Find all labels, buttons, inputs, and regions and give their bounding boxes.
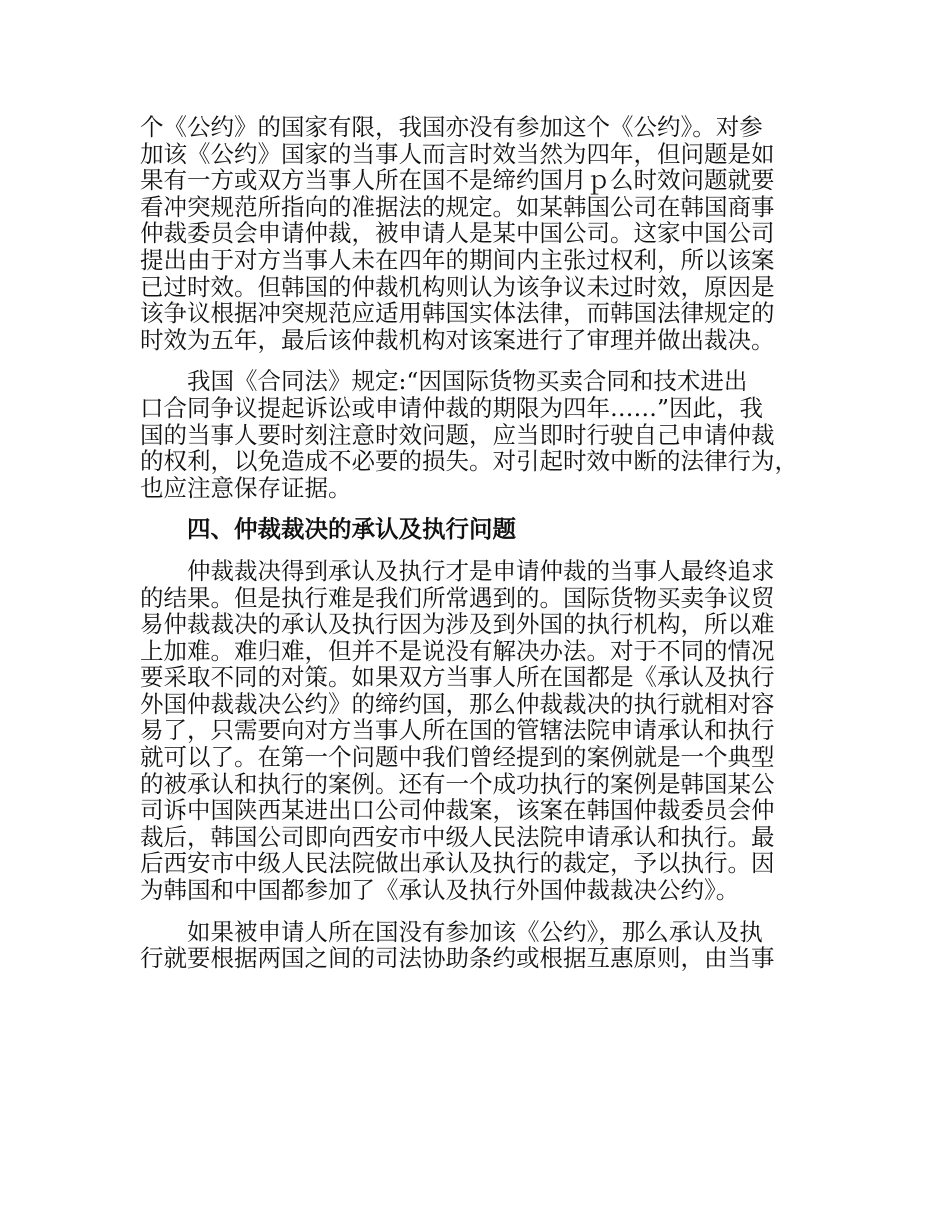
text-line: 裁后，韩国公司即向西安市中级人民法院申请承认和执行。最	[140, 822, 775, 851]
text-line: 提出由于对方当事人未在四年的期间内主张过权利，所以该案	[140, 245, 775, 274]
paragraph-recognition-enforcement	[140, 558, 820, 904]
text-line: 易了，只需要向对方当事人所在国的管辖法院申请承认和执行	[140, 716, 775, 745]
text-line: 外国仲裁裁决公约》的缔约国，那么仲裁裁决的执行就相对容	[140, 689, 775, 718]
text-line: 的权利，以免造成不必要的损失。对引起时效中断的法律行为，	[140, 447, 798, 476]
text-line: 口合同争议提起诉讼或申请仲裁的期限为四年……”因此，我	[140, 393, 764, 422]
text-line: 时效为五年，最后该仲裁机构对该案进行了审理并做出裁决。	[140, 325, 775, 354]
text-line: 要采取不同的对策。如果双方当事人所在国都是《承认及执行	[140, 663, 775, 692]
text-line: 的结果。但是执行难是我们所常遇到的。国际货物买卖争议贸	[140, 583, 775, 612]
text-line: 我国《合同法》规定:“因国际货物买卖合同和技术进出	[187, 367, 748, 396]
text-line: 易仲裁裁决的承认及执行因为涉及到外国的执行机构，所以难	[140, 610, 775, 639]
text-line: 看冲突规范所指向的准据法的规定。如某韩国公司在韩国商事	[140, 192, 775, 221]
paragraph-spacer	[140, 904, 820, 919]
text-line: 加该《公约》国家的当事人而言时效当然为四年，但问题是如	[140, 139, 775, 168]
text-line: 个《公约》的国家有限，我国亦没有参加这个《公约》。对参	[140, 113, 763, 141]
paragraph-statute-of-limitations-case	[140, 114, 820, 353]
paragraph-spacer	[140, 501, 820, 516]
text-line: 后西安市中级人民法院做出承认及执行的裁定，予以执行。因	[140, 849, 775, 878]
text-line: 仲裁委员会申请仲裁，被申请人是某中国公司。这家中国公司	[140, 219, 775, 248]
document-page	[140, 114, 820, 972]
text-line: 为韩国和中国都参加了《承认及执行外国仲裁裁决公约》。	[140, 876, 740, 905]
text-line: 已过时效。但韩国的仲裁机构则认为该争议未过时效，原因是	[140, 272, 775, 301]
text-line: 也应注意保存证据。	[140, 473, 352, 502]
paragraph-non-member-state	[140, 919, 820, 972]
paragraph-contract-law	[140, 368, 820, 501]
section-heading-text: 四、仲裁裁决的承认及执行问题	[187, 515, 516, 544]
text-line: 国的当事人要时刻注意时效问题，应当即时行驶自己申请仲裁	[140, 420, 775, 449]
text-line: 上加难。难归难，但并不是说没有解决办法。对于不同的情况	[140, 636, 775, 665]
text-line: 果有一方或双方当事人所在国不是缔约国月ｐ么时效问题就要	[140, 166, 775, 195]
section-heading	[140, 516, 820, 543]
text-line: 仲裁裁决得到承认及执行才是申请仲裁的当事人最终追求	[187, 556, 775, 585]
paragraph-spacer	[140, 543, 820, 558]
text-line: 就可以了。在第一个问题中我们曾经提到的案例就是一个典型	[140, 743, 775, 772]
paragraph-spacer	[140, 353, 820, 368]
text-line: 的被承认和执行的案例。还有一个成功执行的案例是韩国某公	[140, 769, 775, 798]
text-line: 行就要根据两国之间的司法协助条约或根据互惠原则，由当事	[140, 944, 775, 973]
text-line: 如果被申请人所在国没有参加该《公约》，那么承认及执	[187, 917, 763, 946]
text-line: 司诉中国陕西某进出口公司仲裁案，该案在韩国仲裁委员会仲	[140, 796, 775, 825]
text-line: 该争议根据冲突规范应适用韩国实体法律，而韩国法律规定的	[140, 299, 775, 328]
